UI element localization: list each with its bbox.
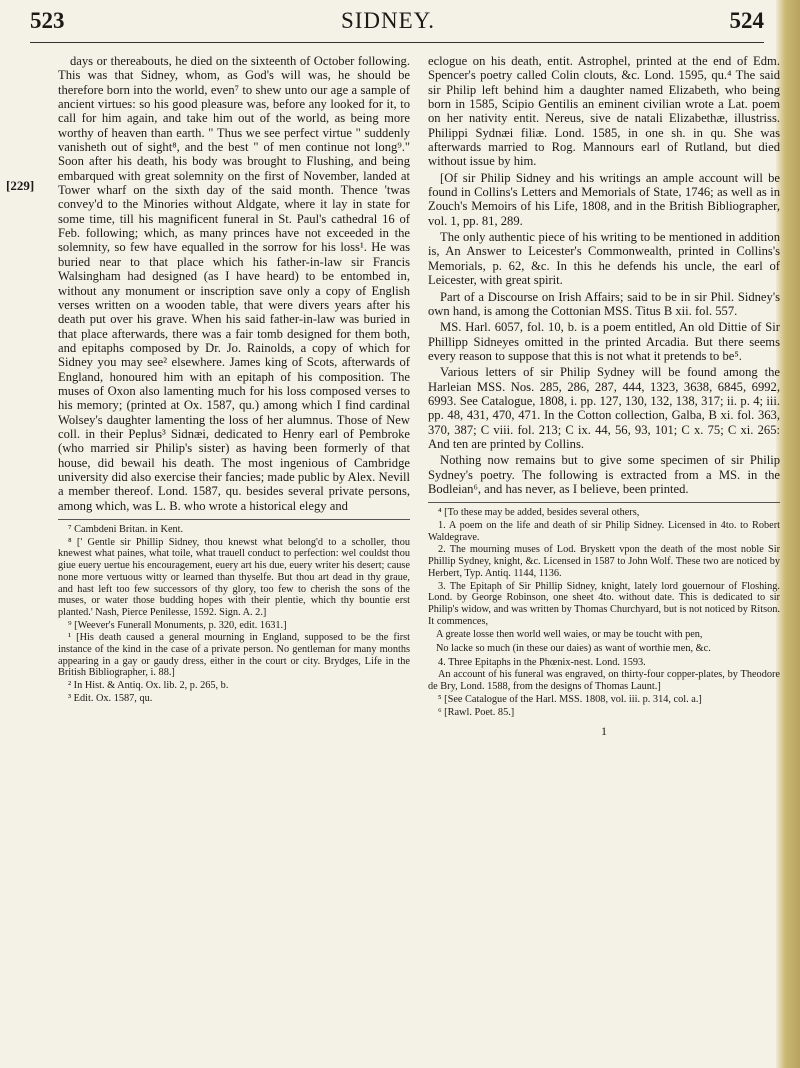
footnote-4-item: 2. The mourning muses of Lod. Bryskett vpon the death of the most noble Sir Phillip Sydney, knight, &c. Licensed in 1587 to John Wolf. These two are noticed by Herbert, Typ. Antiq. 1144, 1136. [428, 544, 780, 579]
right-paragraph-6: Various letters of sir Philip Sydney will be found among the Harleian MSS. Nos. 285, 286, 287, 444, 1323, 3638, 6845, 6992, 6993. See Catalogue, 1808, i. pp. 127, 130, 132, 138, 317; ii. p. 4; iii. pp. 48, 431, 470, 471. In the Cotton collection, Galba, B xi. fol. 363, 370, 387; C viii. fol. 213; C ix. 44, 56, 93, 101; C x. 75; C xi. 265: And ten are printed by Collins. [428, 365, 780, 451]
right-paragraph-1: eclogue on his death, entit. Astrophel, printed at the end of Edm. Spencer's poetry called Colin clouts, &c. Lond. 1595, qu.⁴ The said sir Philip left behind him a daughter named Elizabeth, who being born in 1585, Scipio Gentilis an eminent civilian wrote a Lat. poem on her nativity entit. Nereus, sive de natali Elizabethæ, illustriss. Philippi Sydnæi filiæ. Lond. 1585, in one sh. in qu. She was afterwards married to Rog. Mannours earl of Rutland, but died without issue by him. [428, 54, 780, 169]
right-paragraph-7: Nothing now remains but to give some specimen of sir Philip Sydney's poetry. The following is extracted from a MS. in the Bodleian⁶, and has never, as I believe, been printed. [428, 453, 780, 496]
margin-page-reference: [229] [6, 178, 35, 193]
left-paragraph: days or thereabouts, he died on the sixteenth of October following. This was that Sidney, whom, as God's will was, he should be therefore born into the world, even⁷ to shew unto our age a sample of ancient virtues: so his good pleasure was, before any looked for it, to call for him again, and take him out of the world, as being more worthy of heaven than earth. " Thus we see perfect virtue " suddenly vanisheth out of sight⁸, and the best " of men continue not long⁹." Soon after his death, his body was brought to Flushing, and being embarqued with great solemnity on the first of November, landed at Tower wharf on the sixth day of the said month. Thence 'twas convey'd to the Minories without Aldgate, where it lay in state for some time, till his magnificent funeral in St. Paul's cathedral 16 of Feb. following; which, as many princes have not exceeded in the solemnity, so few have equalled in the sorrow for his loss¹. He was buried near to that place which his father-in-law sir Francis Walsingham had designed (as I have heard) to be entombed in, without any monument or inscription save only a copy of English verses written on a wooden table, that were divers years after his death put over his grave. When his said father-in-law was buried in that place afterwards, there was a fair tomb designed for them both, and epitaphs composed by Dr. Jo. Rainolds, a copy of which for Sidney you may see² elsewhere. James king of Scots, afterwards of England, honoured him with an epitaph of his composition. The muses of Oxon also lamenting much for his loss composed verses to his memory; (printed at Ox. 1587, qu.) among which I find cardinal Wolsey's daughter lamenting the loss of her alumnus. Those of New coll. in their Peplus³ Sidnæi, dedicated to Henry earl of Pembroke (who married sir Philip's sister) as having been formerly of that house, did bewail his death. The most ingenious of Cambridge university did also exercise their fancies; made public by Alex. Nevill a member thereof. Lond. 1587, qu. besides several private persons, among which, was L. B. who wrote a historical elegy and [58, 54, 410, 513]
footnote-6: ⁶ [Rawl. Poet. 85.] [438, 706, 515, 718]
right-column [428, 54, 780, 739]
right-footnotes [428, 507, 780, 718]
footnote-rule [58, 519, 410, 520]
left-footnotes [58, 524, 410, 705]
header-rule [30, 42, 764, 43]
right-paragraph-2: [Of sir Philip Sidney and his writings an ample account will be found in Collins's Letters and Memorials of State, 1746; as well as in Zouch's Memoirs of his Life, 1808, and in the British Bibliographer, vol. 1, pp. 81, 289. [428, 170, 780, 228]
signature-mark: 1 [601, 724, 607, 739]
running-title: SIDNEY. [340, 8, 436, 33]
footnote-4-item: 1. A poem on the life and death of sir Philip Sidney. Licensed in 4to. to Robert Waldegrave. [428, 520, 780, 543]
footnote-8: ⁸ [' Gentle sir Phillip Sidney, thou knewst what belong'd to a scholler, thou knewest what paines, what toile, what trauell conduct to perfection: wel couldst thou giue euery uertue his encouragement, euery art his due, euery writer his desert; cause none more vertuous witty or learned than thyselfe. But thou art dead in thy graue, and hast left too few successors of thy glory, too few to cherish the sons of the muses, or water those budding hopes with their plentie, which thy bountie erst planted.' Nash, Pierce Penilesse, 1592. Sign. A. 2.] [58, 536, 410, 618]
footnote-4-item: An account of his funeral was engraved, on thirty-four copper-plates, by Theodore de Bry, Lond. 1588, from the designs of Thomas Launt.] [428, 669, 780, 693]
right-paragraph-3: The only authentic piece of his writing to be mentioned in addition is, An Answer to Leicester's Commonwealth, printed in Collins's Memorials, p. 62, &c. In this he defends his uncle, the earl of Leicester, with great spirit. [428, 230, 780, 288]
verse-line: A greate losse then world well waies, or may be toucht with pen, [436, 629, 703, 641]
footnote-1: ¹ [His death caused a general mourning in England, supposed to be the first instance of the kind in the case of a private person. No gentleman for many months appearing in a gay or gaudy dress, either in the court or city. Brydges, Life in the British Bibliographer, i. 88.] [58, 632, 410, 679]
footnote-7: ⁷ Cambdeni Britan. in Kent. [68, 524, 184, 535]
page-number-right: 524 [729, 8, 764, 33]
right-paragraph-4: Part of a Discourse on Irish Affairs; said to be in sir Phil. Sidney's own hand, is among the Cottonian MSS. Titus B xii. fol. 557. [428, 289, 780, 318]
footnote-3: ³ Edit. Ox. 1587, qu. [68, 692, 153, 704]
page-number-left: 523 [30, 8, 65, 33]
footnote-rule [428, 502, 780, 503]
footnote-9: ⁹ [Weever's Funerall Monuments, p. 320, edit. 1631.] [68, 619, 287, 631]
footnote-5: ⁵ [See Catalogue of the Harl. MSS. 1808, vol. iii. p. 314, col. a.] [438, 693, 702, 705]
verse-line: No lacke so much (in these our daies) as want of worthie men, &c. [436, 643, 711, 655]
page-header [0, 6, 776, 42]
right-paragraph-5: MS. Harl. 6057, fol. 10, b. is a poem entitled, An old Dittie of Sir Phillipp Sidneyes omitted in the printed Arcadia. But there seems every reason to suppose that this is not what it pretends to be⁵. [428, 320, 780, 363]
footnote-2: ² In Hist. & Antiq. Ox. lib. 2, p. 265, b. [68, 680, 229, 692]
footnote-4-item: 3. The Epitaph of Sir Phillip Sidney, knight, lately lord gouernour of Floshing. Lond. by George Robinson, one sheet 4to. without date. This is dedicated to sir Philip's widow, and was written by Thomas Churchyard, but is not noticed by Ritson. It commences, [428, 580, 780, 627]
footnote-4-intro: ⁴ [To these may be added, besides several others, [438, 507, 640, 519]
left-column [58, 54, 410, 706]
footnote-4-item: 4. Three Epitaphs in the Phœnix-nest. Lond. 1593. [438, 656, 646, 668]
